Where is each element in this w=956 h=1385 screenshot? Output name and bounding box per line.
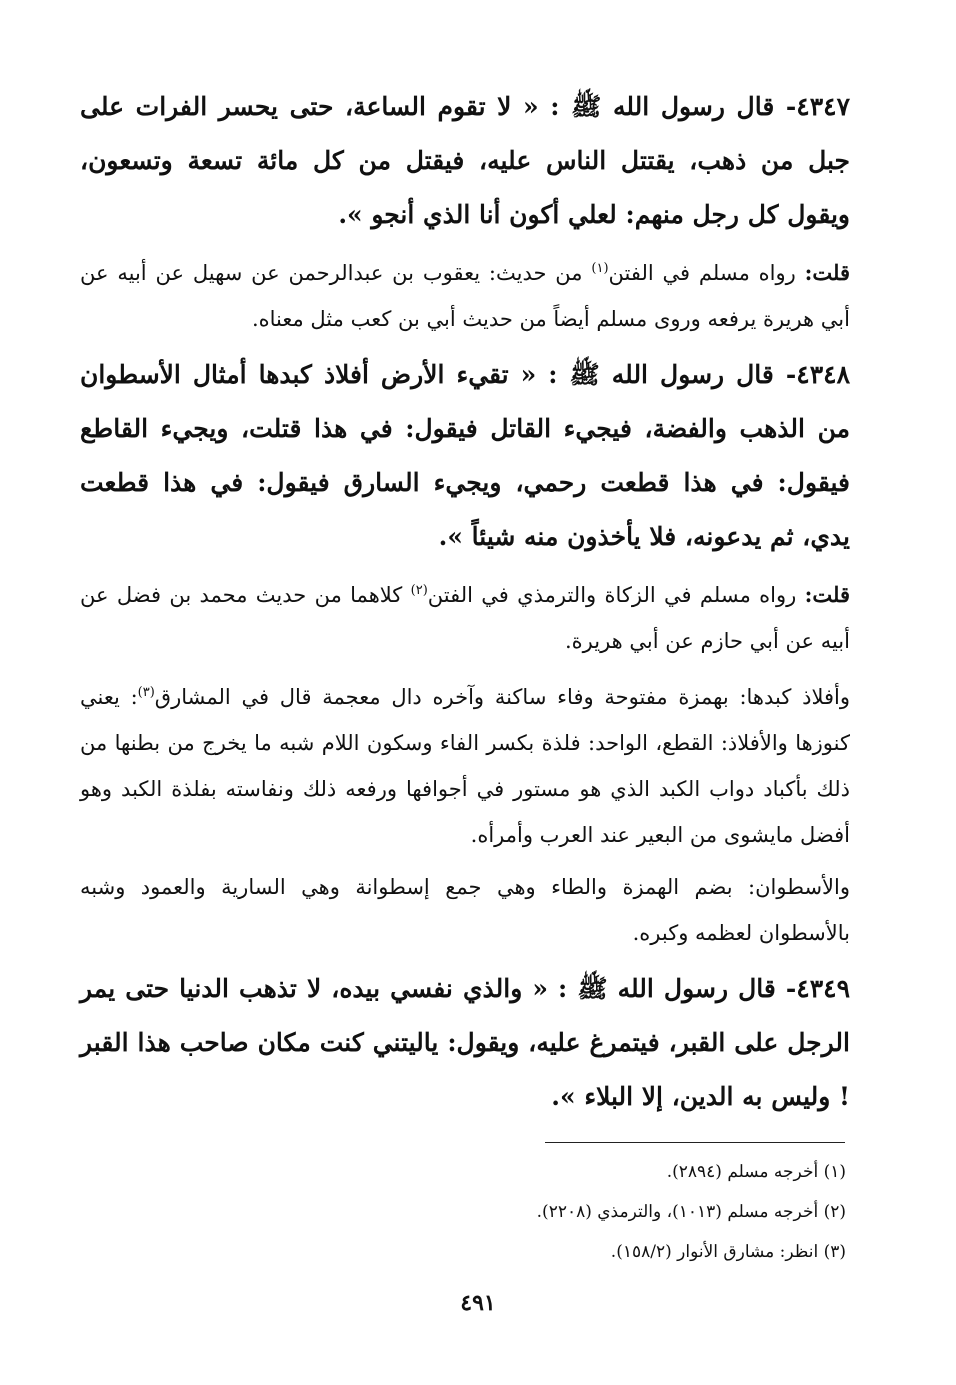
explanation-ustuwan: والأسطوان: بضم الهمزة والطاء وهي جمع إسطوانة وهي السارية والعمود وشبه بالأسطوان لعظمه وكبره. — [80, 875, 850, 945]
footnote-ref-3: (٣) — [137, 685, 155, 700]
comment-lead: قلت: — [804, 582, 850, 607]
page-body — [80, 80, 850, 1128]
hadith-4349: ٤٣٤٩- قال رسول الله ﷺ : « والذي نفسي بيده، لا تذهب الدنيا حتى يمر الرجل على القبر، فيتمرغ عليه، ويقول: ياليتني كنت مكان صاحب هذا القبر ! وليس به الدين، إلا البلاء ». — [80, 974, 850, 1111]
hadith-4348: ٤٣٤٨- قال رسول الله ﷺ : « تقيء الأرض أفلاذ كبدها أمثال الأسطوان من الذهب والفضة، فيجيء القاتل فيقول: في هذا قتلت، ويجيء القاطع فيقول: في هذا قطعت رحمي، ويجيء السارق فيقول: في هذا قطعت يدي، ثم يدعونه، فلا يأخذون منه شيئاً ». — [80, 360, 850, 551]
footnote-divider — [545, 1142, 845, 1143]
explanation-text-b: : يعني كنوزها والأفلاذ: القطع، الواحد: فلذة بكسر الفاء وسكون اللام شبه ما يخرج من بطنها من ذلك بأكباد دواب الكبد الذي هو مستور في أجوافها ورفعه ذلك ونفاسته بفلذة الكبد وهو أفضل مايشوى من البعير عند العرب وأمرأه. — [80, 685, 850, 847]
comment-text-b: كلاهما من حديث محمد بن فضل عن أبيه عن أبي حازم عن أبي هريرة. — [80, 583, 850, 653]
comment-text-a: رواه مسلم في الفتن — [608, 261, 805, 285]
page-number: ٤٩١ — [460, 1290, 496, 1316]
footnote-3: (٣) انظر: مشارق الأنوار (١٥٨/٢). — [610, 1242, 846, 1262]
comment-text-b: من حديث: يعقوب بن عبدالرحمن عن سهيل عن أبيه عن أبي هريرة يرفعه وروى مسلم أيضاً من حديث أبي بن كعب مثل معناه. — [80, 261, 850, 331]
hadith-4347: ٤٣٤٧- قال رسول الله ﷺ : « لا تقوم الساعة، حتى يحسر الفرات على جبل من ذهب، يقتتل الناس عليه، فيقتل من كل مائة تسعة وتسعون، ويقول كل رجل منهم: لعلي أكون أنا الذي أنجو ». — [80, 92, 850, 229]
comment-text-a: رواه مسلم في الزكاة والترمذي في الفتن — [427, 583, 805, 607]
footnotes — [80, 1152, 846, 1272]
footnote-1: (١) أخرجه مسلم (٢٨٩٤). — [666, 1162, 846, 1182]
explanation-aflaz — [80, 670, 850, 858]
footnote-ref-2: (٢) — [410, 583, 428, 598]
comment-4348 — [80, 568, 850, 664]
footnote-2: (٢) أخرجه مسلم (١٠١٣)، والترمذي (٢٢٠٨). — [536, 1202, 846, 1222]
comment-lead: قلت: — [804, 260, 850, 285]
explanation-text-a: وأفلاذ كبدها: بهمزة مفتوحة وفاء ساكنة وآخره دال معجمة قال في المشارق — [154, 685, 850, 709]
footnote-ref-1: (١) — [591, 261, 609, 276]
comment-4347 — [80, 246, 850, 342]
